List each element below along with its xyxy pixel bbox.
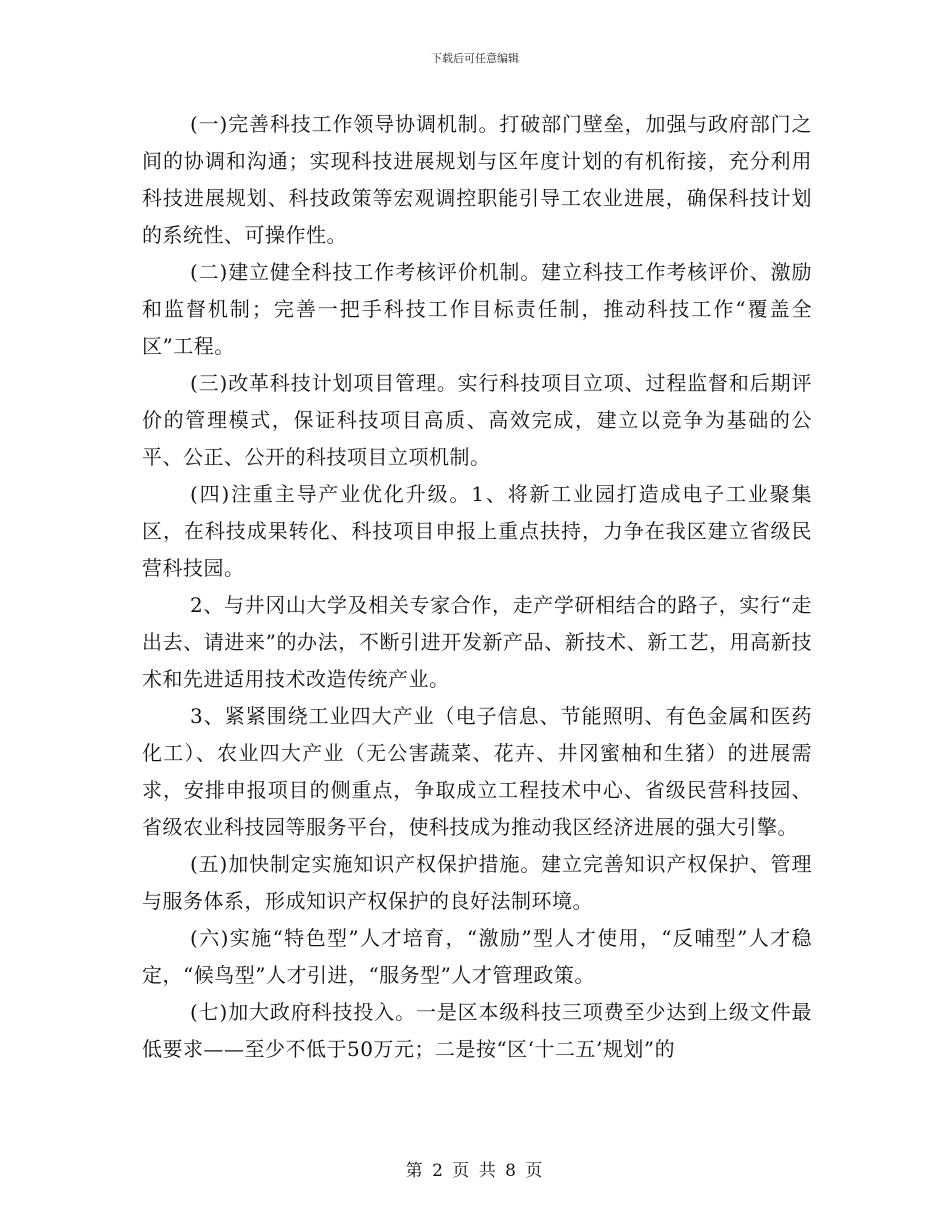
paragraph-9: (七)加大政府科技投入。一是区本级科技三项费至少达到上级文件最低要求——至少不低于50万元；二是按“区‘十二五’规划”的 <box>142 1000 812 1061</box>
paragraph-8: (六)实施“特色型”人才培育，“激励”型人才使用，“反哺型”人才稳定，“候鸟型”人才引进，“服务型”人才管理政策。 <box>142 926 812 987</box>
paragraph-6: 3、紧紧围绕工业四大产业（电子信息、节能照明、有色金属和医药化工）、农业四大产业（无公害蔬菜、花卉、井冈蜜柚和生猪）的进展需求，安排申报项目的侧重点，争取成立工程技术中心、省级民营科技园、省级农业科技园等服务平台，使科技成为推动我区经济进展的强大引擎。 <box>142 704 812 839</box>
paragraph-1: (一)完善科技工作领导协调机制。打破部门壁垒，加强与政府部门之间的协调和沟通；实现科技进展规划与区年度计划的有机衔接，充分利用科技进展规划、科技政策等宏观调控职能引导工农业进展，确保科技计划的系统性、可操作性。 <box>142 112 812 247</box>
paragraph-4: (四)注重主导产业优化升级。1、将新工业园打造成电子工业聚集区，在科技成果转化、科技项目申报上重点扶持，力争在我区建立省级民营科技园。 <box>142 482 812 580</box>
page-number-footer: 第 2 页 共 8 页 <box>405 1161 545 1181</box>
paragraph-5: 2、与井冈山大学及相关专家合作，走产学研相结合的路子，实行“走出去、请进来”的办法，不断引进开发新产品、新技术、新工艺，用高新技术和先进适用技术改造传统产业。 <box>142 593 812 691</box>
document-body <box>142 106 812 1068</box>
paragraph-2: (二)建立健全科技工作考核评价机制。建立科技工作考核评价、激励和监督机制；完善一把手科技工作目标责任制，推动科技工作“覆盖全区”工程。 <box>142 260 812 358</box>
paragraph-7: (五)加快制定实施知识产权保护措施。建立完善知识产权保护、管理与服务体系，形成知识产权保护的良好法制环境。 <box>142 852 812 913</box>
paragraph-3: (三)改革科技计划项目管理。实行科技项目立项、过程监督和后期评价的管理模式，保证科技项目高质、高效完成，建立以竞争为基础的公平、公正、公开的科技项目立项机制。 <box>142 371 812 469</box>
page-header: 下载后可任意编辑 <box>431 52 519 65</box>
